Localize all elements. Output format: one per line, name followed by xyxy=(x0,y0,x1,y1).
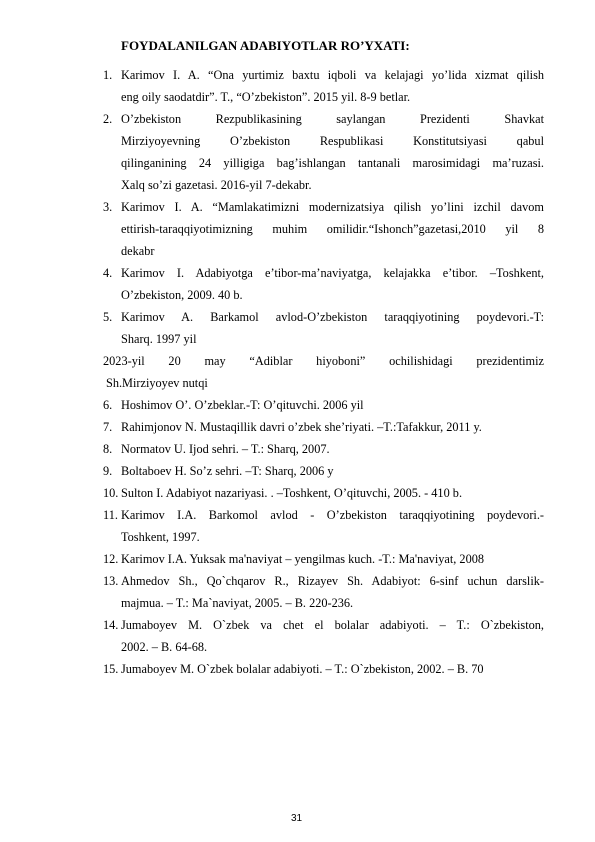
reference-item xyxy=(103,548,544,570)
reference-item xyxy=(103,64,544,108)
page-number: 31 xyxy=(291,813,303,824)
reference-text-line: Normatov U. Ijod sehri. – T.: Sharq, 2007. xyxy=(121,442,330,456)
reference-item xyxy=(103,460,544,482)
reference-list xyxy=(103,64,544,680)
reference-number: 7. xyxy=(103,420,113,434)
reference-text-line: Jumaboyev M. O`zbek va chet el bolalar adabiyoti. – T.: O`zbekiston, xyxy=(121,618,544,632)
reference-text-line: Jumaboyev M. O`zbek bolalar adabiyoti. – T.: O`zbekiston, 2002. – B. 70 xyxy=(121,662,484,676)
reference-item xyxy=(103,196,544,262)
reference-item xyxy=(103,416,544,438)
reference-text-line: Karimov I. A. “Ona yurtimiz baxtu iqboli va kelajagi yo’lida xizmat qilish xyxy=(121,68,544,82)
reference-number: 5. xyxy=(103,310,113,324)
speech-reference-line: Sh.Mirziyoyev nutqi xyxy=(106,376,208,390)
reference-item xyxy=(103,570,544,614)
reference-number: 14. xyxy=(103,618,119,632)
reference-number: 3. xyxy=(103,200,113,214)
reference-number: 6. xyxy=(103,398,113,412)
reference-number: 13. xyxy=(103,574,119,588)
reference-item xyxy=(103,108,544,196)
reference-text-line: Toshkent, 1997. xyxy=(121,530,200,544)
reference-item xyxy=(103,394,544,416)
reference-number: 2. xyxy=(103,112,113,126)
reference-item xyxy=(103,438,544,460)
reference-text-line: eng oily saodatdir”. T., “O’zbekiston”. 2015 yil. 8-9 betlar. xyxy=(121,90,411,104)
reference-text-line: Karimov I.A. Barkomol avlod - O’zbekiston taraqqiyotining poydevori.- xyxy=(121,508,544,522)
reference-number: 10. xyxy=(103,486,119,500)
speech-reference-line: 2023-yil 20 may “Adiblar hiyoboni” ochilishidagi prezidentimiz xyxy=(103,354,544,368)
reference-text-line: Sharq. 1997 yil xyxy=(121,332,197,346)
reference-text-line: Sulton I. Adabiyot nazariyasi. . –Toshkent, O’qituvchi, 2005. - 410 b. xyxy=(121,486,463,500)
reference-item xyxy=(103,614,544,658)
reference-number: 4. xyxy=(103,266,113,280)
reference-text-line: Boltaboev H. So’z sehri. –T: Sharq, 2006 y xyxy=(121,464,334,478)
reference-item xyxy=(103,306,544,350)
reference-text-line: Hoshimov O’. O’zbeklar.-T: O’qituvchi. 2006 yil xyxy=(121,398,364,412)
reference-text-line: O’zbekiston Rezpublikasining saylangan Prezidenti Shavkat xyxy=(121,112,544,126)
page-title: FOYDALANILGAN ADABIYOTLAR RO’YXATI: xyxy=(121,38,410,53)
reference-text-line: Ahmedov Sh., Qo`chqarov R., Rizayev Sh. Adabiyot: 6-sinf uchun darslik- xyxy=(121,574,544,588)
speech-reference xyxy=(93,350,544,394)
reference-number: 15. xyxy=(103,662,119,676)
reference-text-line: Karimov I.A. Yuksak ma'naviyat – yengilmas kuch. -T.: Ma'naviyat, 2008 xyxy=(121,552,485,566)
reference-text-line: qilinganining 24 yilligiga bag’ishlangan tantanali marosimidagi ma’ruzasi. xyxy=(121,156,544,170)
reference-text-line: dekabr xyxy=(121,244,155,258)
reference-text-line: Karimov I. A. “Mamlakatimizni modernizatsiya qilish yo’lini izchil davom xyxy=(121,200,544,214)
reference-item xyxy=(103,504,544,548)
reference-number: 9. xyxy=(103,464,113,478)
reference-text-line: O’zbekiston, 2009. 40 b. xyxy=(121,288,243,302)
reference-item xyxy=(103,262,544,306)
reference-item xyxy=(103,658,544,680)
reference-text-line: Mirziyoyevning O’zbekiston Respublikasi Konstitutsiyasi qabul xyxy=(121,134,544,148)
reference-number: 11. xyxy=(103,508,118,522)
reference-item xyxy=(103,482,544,504)
reference-text-line: Karimov I. Adabiyotga e’tibor-ma’naviyatga, kelajakka e’tibor. –Toshkent, xyxy=(121,266,544,280)
reference-text-line: 2002. – B. 64-68. xyxy=(121,640,208,654)
reference-text-line: Xalq so’zi gazetasi. 2016-yil 7-dekabr. xyxy=(121,178,312,192)
reference-number: 8. xyxy=(103,442,113,456)
reference-number: 12. xyxy=(103,552,119,566)
reference-number: 1. xyxy=(103,68,113,82)
reference-text-line: Rahimjonov N. Mustaqillik davri o’zbek she’riyati. –T.:Tafakkur, 2011 y. xyxy=(121,420,482,434)
reference-text-line: Karimov A. Barkamol avlod-O’zbekiston taraqqiyotining poydevori.-T: xyxy=(121,310,544,324)
reference-text-line: ettirish-taraqqiyotimizning muhim omilidir.“Ishonch”gazetasi,2010 yil 8 xyxy=(121,222,544,236)
reference-text-line: majmua. – T.: Ma`naviyat, 2005. – B. 220-236. xyxy=(121,596,354,610)
